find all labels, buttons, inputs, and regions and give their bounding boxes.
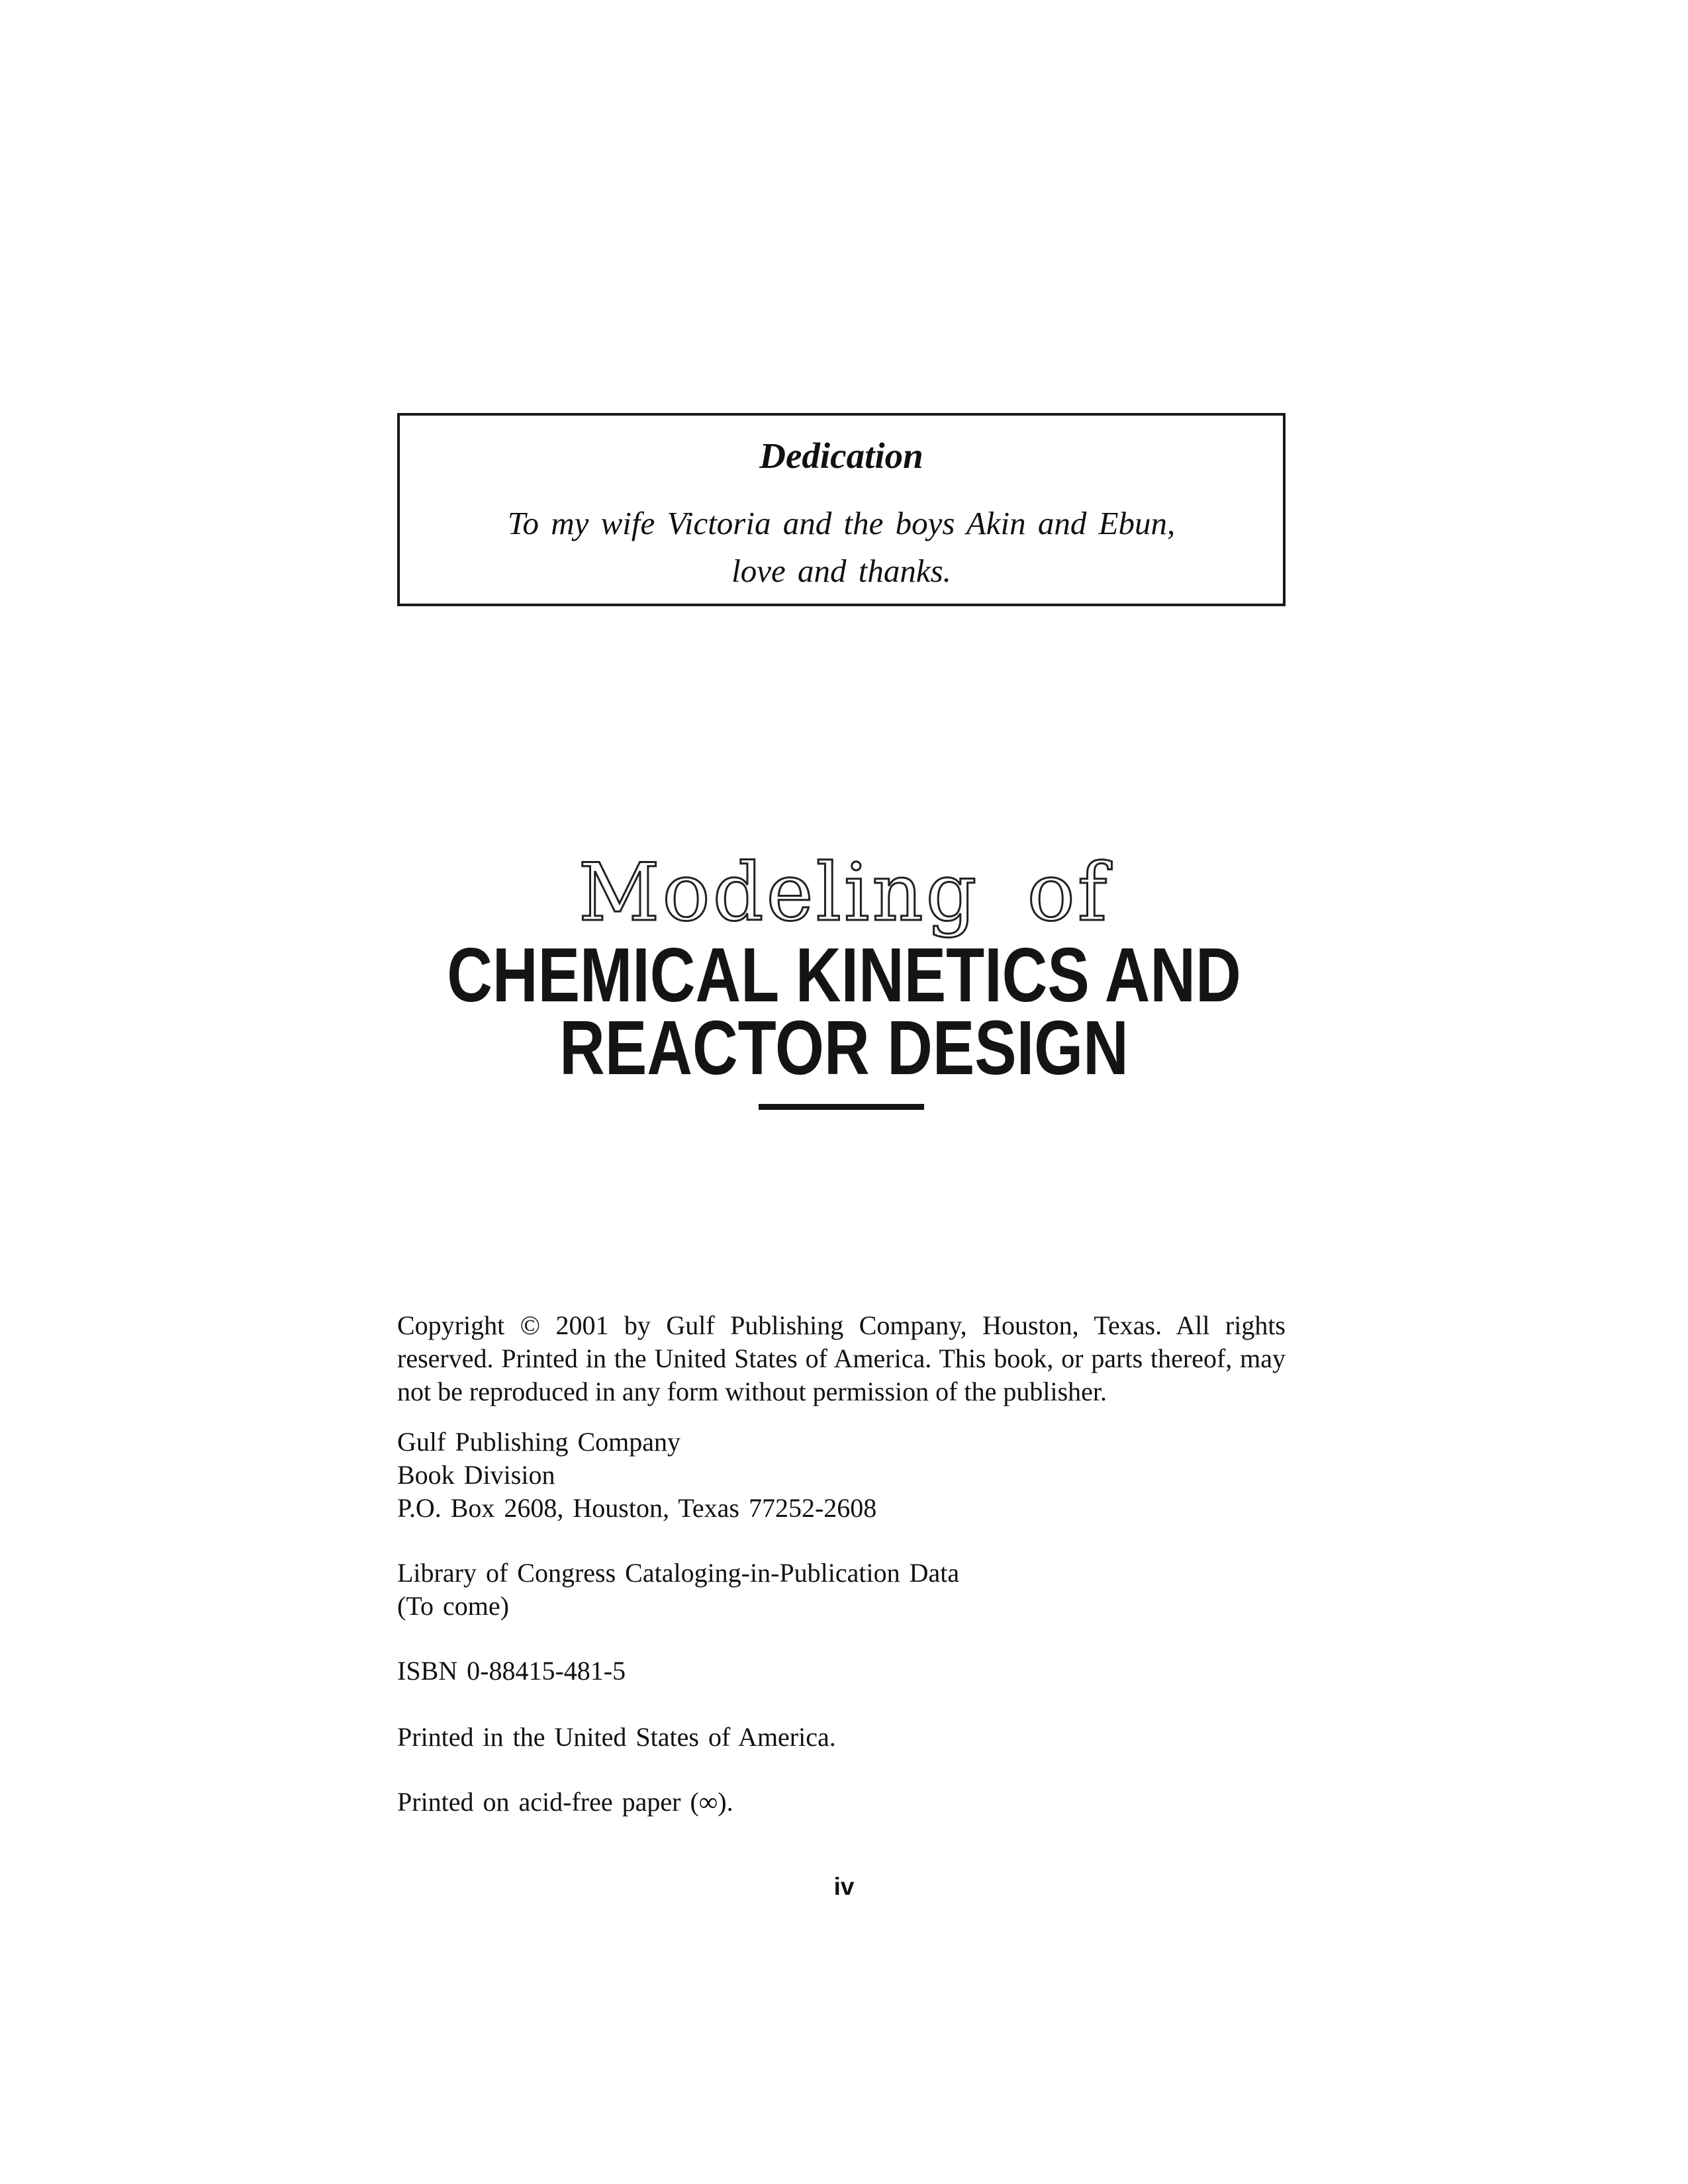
dedication-line-1: To my wife Victoria and the boys Akin and Ebun, <box>507 505 1176 541</box>
printed-in-notice: Printed in the United States of America. <box>397 1722 836 1752</box>
isbn: ISBN 0-88415-481-5 <box>397 1656 626 1686</box>
book-title-prefix: Modeling of <box>578 847 1110 939</box>
acid-free-paper-notice: Printed on acid-free paper (∞). <box>397 1787 733 1817</box>
copyright-notice: Copyright © 2001 by Gulf Publishing Company, Houston, Texas. All rights reserved. Printed in the United States of America. This book, or parts thereof, may not be reproduced in any form without permission of the publisher. <box>397 1310 1286 1406</box>
cip-note: (To come) <box>397 1591 509 1621</box>
publisher-block <box>397 1426 876 1525</box>
dedication-box <box>397 413 1286 606</box>
cip-heading: Library of Congress Cataloging-in-Publication Data <box>397 1558 960 1588</box>
book-title-line-2: REACTOR DESIGN <box>559 1005 1129 1091</box>
publisher-division: Book Division <box>397 1460 555 1490</box>
book-title-line-1: CHEMICAL KINETICS AND <box>447 932 1241 1018</box>
dedication-title: Dedication <box>759 435 923 476</box>
page-number: iv <box>833 1873 855 1900</box>
publisher-address: P.O. Box 2608, Houston, Texas 77252-2608 <box>397 1493 877 1523</box>
publisher-name: Gulf Publishing Company <box>397 1427 681 1457</box>
book-title <box>152 932 1536 1091</box>
title-underline-rule <box>759 1104 924 1110</box>
cip-block <box>397 1557 959 1623</box>
dedication-line-2: love and thanks. <box>731 553 951 589</box>
